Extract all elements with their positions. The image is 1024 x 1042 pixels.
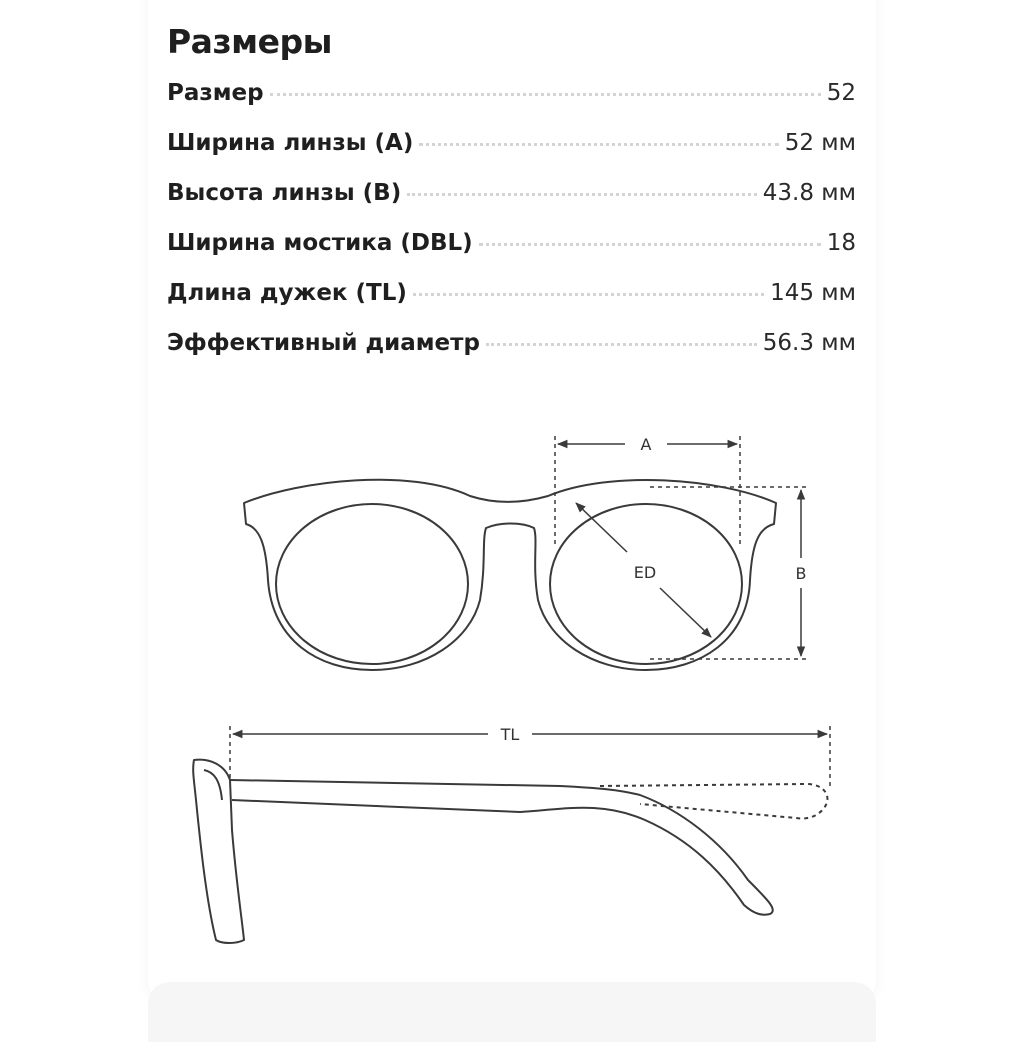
side-view [193,760,827,943]
spec-label: Высота линзы (B) [167,180,402,206]
spec-label: Длина дужек (TL) [167,280,407,306]
label-a: A [640,435,652,454]
spec-label: Ширина линзы (A) [167,130,414,156]
temple-tip-dashed [600,784,827,819]
left-lens-outline [276,504,468,664]
hinge [204,770,222,800]
temple-arm [230,780,773,915]
spec-value: 52 мм [784,130,856,156]
label-tl: TL [500,725,520,744]
label-ed: ED [633,563,657,582]
spec-value: 43.8 мм [762,180,856,206]
spec-label: Ширина мостика (DBL) [167,230,473,256]
dimension-b [650,487,808,659]
label-b: B [795,564,807,583]
frame-front-outline [244,480,776,670]
front-view [244,480,776,670]
spec-label: Размер [167,80,264,106]
dimension-tl [230,726,830,790]
spec-label: Эффективный диаметр [167,330,480,356]
section-title: Размеры [167,22,332,61]
spec-value: 56.3 мм [762,330,856,356]
spec-value: 18 [826,230,856,256]
right-lens-outline [550,504,742,664]
spec-value: 145 мм [770,280,856,306]
spec-value: 52 [826,80,856,106]
frame-side-profile [193,760,244,943]
